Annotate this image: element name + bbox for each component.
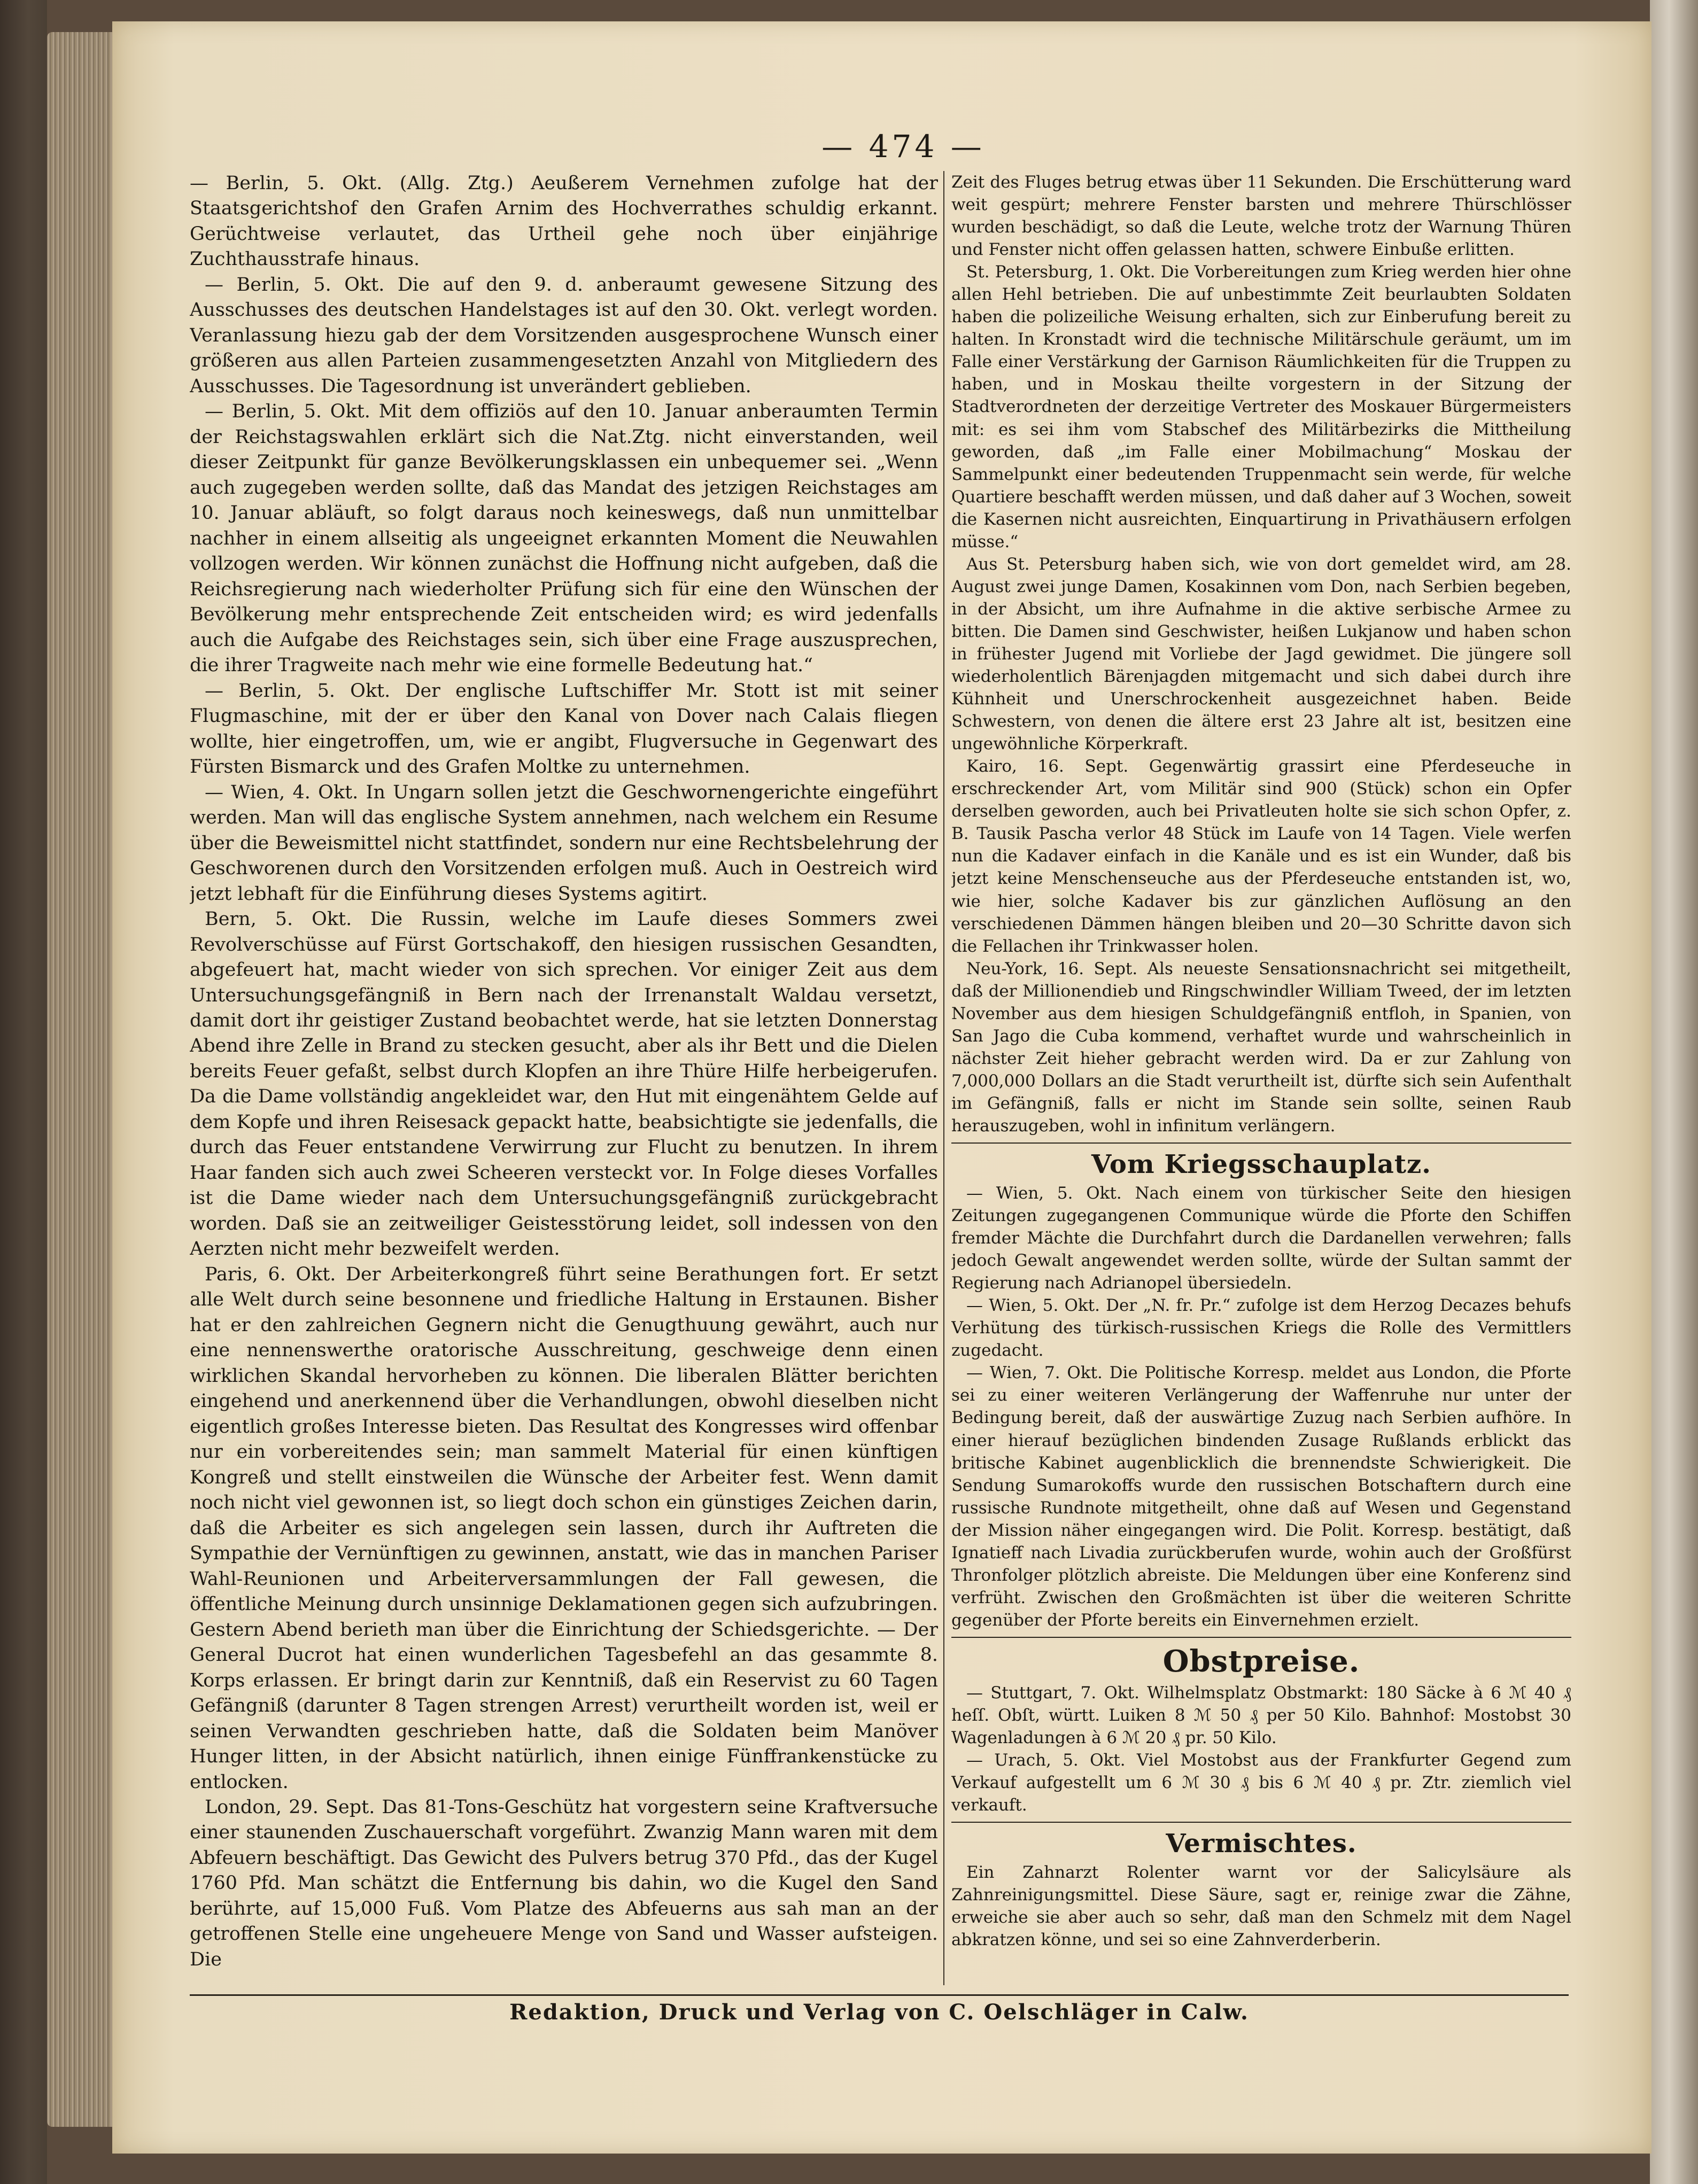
article: — Wien, 4. Okt. In Ungarn sollen jetzt die Geschwornengerichte eingeführt werden. Man will das englische System annehmen, nach welchem ein Resume über die Beweismittel nicht stattfindet, sondern nur eine Rechtsbelehrung der Geschworenen durch den Vorsitzenden erfolgen muß. Auch in Oestreich wird jetzt lebhaft für die Einführung dieses Systems agitirt. bbox=[190, 781, 938, 905]
article: — Berlin, 5. Okt. Die auf den 9. d. anberaumt gewesene Sitzung des Ausschusses des deutschen Handelstages ist auf den 30. Okt. verlegt worden. Veranlassung hiezu gab der dem Vorsitzenden ausgesprochene Wunsch einer größeren aus allen Parteien zusammengesetzten Anzahl von Mitgliedern des Ausschusses. Die Tagesordnung ist unverändert geblieben. bbox=[190, 274, 938, 397]
article: — Wien, 7. Okt. Die Politische Korresp. meldet aus London, die Pforte sei zu einer weiteren Verlängerung der Waffenruhe nur unter der Bedingung bereit, daß der auswärtige Zuzug nach Serbien aufhöre. In einer hierauf bezüglichen bindenden Zusage Rußlands erblickt das britische Kabinet augenblicklich die brennendste Schwierigkeit. Die Sendung Sumarokoffs wurde den russischen Botschaftern durch eine russische Rundnote mitgetheilt, ohne daß auf Wesen und Gegenstand der Mission näher eingegangen wird. Die Polit. Korresp. bestätigt, daß Ignatieff nach Livadia zurückberufen wurde, wohin auch der Großfürst Thronfolger plötzlich abreiste. Die Meldungen über eine Konferenz sind verfrüht. Zwischen den Großmächten ist über die weiteren Schritte gegenüber der Pforte bereits ein Einvernehmen erzielt. bbox=[951, 1363, 1571, 1630]
book-edge-shadow bbox=[0, 0, 47, 2184]
article: — Berlin, 5. Okt. Der englische Luftschiffer Mr. Stott ist mit seiner Flugmaschine, mit der er über den Kanal von Dover nach Calais fliegen wollte, hier eingetroffen, um, wie er angibt, Flugversuche in Gegenwart des Fürsten Bismarck und des Grafen Moltke zu unternehmen. bbox=[190, 680, 938, 778]
page-number: — 474 — bbox=[821, 128, 985, 165]
book-page-edges bbox=[47, 32, 117, 2127]
article: — Wien, 5. Okt. Nach einem von türkischer Seite den hiesigen Zeitungen zugegangenen Communique würde die Pforte den Schiffen fremder Mächte die Durchfahrt durch die Dardanellen verwehren; falls jedoch Gewalt angewendet werden sollte, würde der Sultan sammt der Regierung nach Adrianopel übersiedeln. bbox=[951, 1184, 1571, 1293]
article: — Berlin, 5. Okt. Mit dem offiziös auf den 10. Januar anberaumten Termin der Reichstagswahlen erklärt sich die Nat.Ztg. nicht einverstanden, weil dieser Zeitpunkt für ganze Bevölkerungsklassen ein unbequemer sei. „Wenn auch zugegeben werden sollte, daß das Mandat des jetzigen Reichstages am 10. Januar abläuft, so folgt daraus noch keineswegs, daß nun unmittelbar nachher in einem allseitig als ungeeignet erkannten Moment die Neuwahlen vollzogen werden. Wir können zunächst die Hoffnung nicht aufgeben, daß die Reichsregierung nach wiederholter Prüfung sich für eine den Wünschen der Bevölkerung mehr entsprechende Zeit entscheiden wird; es wird jedenfalls auch die Aufgabe des Reichstages sein, sich über eine Frage auszusprechen, die ihrer Tragweite nach mehr wie eine formelle Bedeutung hat.“ bbox=[190, 401, 938, 677]
article: — Urach, 5. Okt. Viel Mostobst aus der Frankfurter Gegend zum Verkauf aufgestellt um 6 ℳ 30 ₰ bis 6 ℳ 40 ₰ pr. Ztr. ziemlich viel verkauft. bbox=[951, 1751, 1571, 1815]
section-rule bbox=[951, 1822, 1571, 1823]
article: Zeit des Fluges betrug etwas über 11 Sekunden. Die Erschütterung ward weit gespürt; mehrere Fenster barsten und mehrere Thürschlösser wurden beschädigt, so daß die Leute, welche trotz der Warnung Thüren und Fenster nicht offen gelassen hatten, schwere Einbuße erlitten. bbox=[951, 173, 1571, 260]
article: Kairo, 16. Sept. Gegenwärtig grassirt eine Pferdeseuche in erschreckender Art, vom Militär sind 900 (Stück) schon ein Opfer derselben geworden, auch bei Privatleuten holte sie sich schon Opfer, z. B. Tausik Pascha verlor 48 Stück im Laufe von 14 Tagen. Viele werfen nun die Kadaver einfach in die Kanäle und es ist ein Wunder, daß bis jetzt keine Menschenseuche aus der Pferdeseuche entstanden ist, wo, wie hier, solche Kadaver bis zur gänzlichen Auflösung an den verschiedenen Dämmen hängen bleiben und 20—30 Schritte davon sich die Fellachen ihr Trinkwasser holen. bbox=[951, 757, 1571, 956]
article: — Stuttgart, 7. Okt. Wilhelmsplatz Obstmarkt: 180 Säcke à 6 ℳ 40 ₰ heſſ. Obſt, württ. Luiken 8 ℳ 50 ₰ per 50 Kilo. Bahnhof: Mostobst 30 Wagenladungen à 6 ℳ 20 ₰ pr. 50 Kilo. bbox=[951, 1683, 1571, 1748]
article: Neu-York, 16. Sept. Als neueste Sensationsnachricht sei mitgetheilt, daß der Millionendieb und Ringschwindler William Tweed, der im letzten November aus dem hiesigen Schuldgefängniß entfloh, in Spanien, von San Jago die Cuba kommend, verhaftet wurde und wahrscheinlich in nächster Zeit hieher gebracht werden wird. Da er zur Zahlung von 7,000,000 Dollars an die Stadt verurtheilt ist, dürfte sich sein Aufenthalt im Gefängniß, falls er nicht im Stande sein sollte, seinen Raub herauszugeben, wohl in infinitum verlängern. bbox=[951, 959, 1571, 1136]
right-column bbox=[951, 171, 1571, 1988]
section-rule bbox=[951, 1142, 1571, 1144]
section-heading-war: Vom Kriegsschauplatz. bbox=[1091, 1149, 1431, 1180]
article: Bern, 5. Okt. Die Russin, welche im Laufe dieses Sommers zwei Revolverschüsse auf Fürst Gortschakoff, den hiesigen russischen Gesandten, abgefeuert hat, macht wieder von sich sprechen. Vor einiger Zeit aus dem Untersuchungsgefängniß in Bern nach der Irrenanstalt Waldau versetzt, damit dort ihr geistiger Zustand beobachtet werde, hat sie letzten Donnerstag Abend ihre Zelle in Brand zu stecken gesucht, aber als ihr Bett und die Dielen bereits Feuer gefaßt, selbst durch Klopfen an ihre Thüre Hilfe herbeigerufen. Da die Dame vollständig angekleidet war, den Hut mit eingenähtem Gelde auf dem Kopfe und ihren Reisesack gepackt hatte, beabsichtigte sie jedenfalls, die durch das Feuer entstandene Verwirrung zur Flucht zu benutzen. In ihrem Haar fanden sich auch zwei Scheeren versteckt vor. In Folge dieses Vorfalles ist die Dame wieder nach dem Untersuchungsgefängniß zurückgebracht worden. Daß sie an zeitweiliger Geistesstörung leidet, soll indessen von den Aerzten nicht mehr bezweifelt werden. bbox=[190, 908, 938, 1260]
left-column bbox=[190, 171, 938, 1988]
imprint-footer: Redaktion, Druck und Verlag von C. Oelschläger in Calw. bbox=[509, 2000, 1249, 2025]
column-divider bbox=[943, 171, 944, 1985]
article: Aus St. Petersburg haben sich, wie von dort gemeldet wird, am 28. August zwei junge Damen, Kosakinnen vom Don, nach Serbien begeben, in der Absicht, um ihre Aufnahme in die aktive serbische Armee zu bitten. Die Damen sind Geschwister, heißen Lukjanow und haben schon in frühester Jugend mit Vorliebe der Jagd gewidmet. Die jüngere soll wiederholentlich Bärenjagden mitgemacht und sich dabei durch ihre Kühnheit und Unerschrockenheit ausgezeichnet haben. Beide Schwestern, von denen die ältere erst 23 Jahre alt ist, besitzen eine ungewöhnliche Körperkraft. bbox=[951, 554, 1571, 754]
article: Ein Zahnarzt Rolenter warnt vor der Salicylsäure als Zahnreinigungsmittel. Diese Säure, sagt er, reinige zwar die Zähne, erweiche sie aber auch so sehr, daß man den Schmelz mit dem Nagel abkratzen könne, und sei so eine Zahnverderberin. bbox=[951, 1863, 1571, 1950]
section-heading-fruit: Obstpreise. bbox=[1162, 1643, 1360, 1679]
article: London, 29. Sept. Das 81-Tons-Geschütz hat vorgestern seine Kraftversuche einer staunenden Zuschauerschaft vorgeführt. Zwanzig Mann waren mit dem Abfeuern beschäftigt. Das Gewicht des Pulvers betrug 370 Pfd., das der Kugel 1760 Pfd. Man schätzt die Entfernung bis dahin, wo die Kugel den Sand berührte, auf 15,000 Fuß. Vom Platze des Abfeuerns aus sah man an der getroffenen Stelle eine ungeheuere Menge von Sand und Wasser aufsteigen. Die bbox=[190, 1797, 938, 1970]
article: Paris, 6. Okt. Der Arbeiterkongreß führt seine Berathungen fort. Er setzt alle Welt durch seine besonnene und friedliche Haltung in Erstaunen. Bisher hat er den zahlreichen Gegnern nicht die Genugthuung gewährt, auch nur eine nennenswerthe oratorische Ausschreitung, geschweige denn einen wirklichen Skandal hervorheben zu können. Die liberalen Blätter berichten eingehend und anerkennend über die Verhandlungen, obwohl dieselben nicht eigentlich großes Interesse bieten. Das Resultat des Kongresses wird offenbar nur ein vorbereitendes sein; man sammelt Material für einen künftigen Kongreß und stellt einstweilen die Wünsche der Arbeiter fest. Wenn damit noch nicht viel gewonnen ist, so liegt doch schon ein günstiges Zeichen darin, daß die Arbeiter es sich angelegen sein lassen, durch ihr Auftreten die Sympathie der Vernünftigen zu gewinnen, anstatt, wie das in manchen Pariser Wahl-Reunionen und Arbeiterversammlungen der Fall gewesen, die öffentliche Meinung durch unsinnige Deklamationen gegen sich aufzubringen. Gestern Abend berieth man über die Einrichtung der Schiedsgerichte. — Der General Ducrot hat einen wunderlichen Tagesbefehl an das gesammte 8. Korps erlassen. Er bringt darin zur Kenntniß, daß ein Reservist zu 60 Tagen Gefängniß (darunter 8 Tagen strengen Arrest) verurtheilt worden ist, weil er seinen Verwandten geschrieben hatte, daß die Soldaten beim Manöver Hunger litten, in der Absicht natürlich, ihnen einige Fünffrankenstücke zu entlocken. bbox=[190, 1263, 938, 1793]
section-rule bbox=[951, 1637, 1571, 1638]
book-binding bbox=[1650, 0, 1698, 2184]
footer-rule bbox=[190, 1994, 1569, 1996]
article: — Wien, 5. Okt. Der „N. fr. Pr.“ zufolge ist dem Herzog Decazes behufs Verhütung des türkisch-russischen Kriegs die Rolle des Vermittlers zugedacht. bbox=[951, 1296, 1571, 1361]
section-heading-misc: Vermischtes. bbox=[1166, 1829, 1357, 1859]
article: — Berlin, 5. Okt. (Allg. Ztg.) Aeußerem Vernehmen zufolge hat der Staatsgerichtshof den Grafen Arnim des Hochverrathes schuldig erkannt. Gerüchtweise verlautet, das Urtheil gehe noch über einjährige Zuchthausstrafe hinaus. bbox=[190, 173, 938, 270]
article: St. Petersburg, 1. Okt. Die Vorbereitungen zum Krieg werden hier ohne allen Hehl betrieben. Die auf unbestimmte Zeit beurlaubten Soldaten haben die polizeiliche Weisung erhalten, sich zur Einberufung bereit zu halten. In Kronstadt wird die technische Militärschule geräumt, um im Falle einer Verstärkung der Garnison Räumlichkeiten für die Truppen zu haben, und in Moskau theilte vorgestern in der Sitzung der Stadtverordneten der derzeitige Vertreter des Moskauer Bürgermeisters mit: es sei ihm vom Stabschef des Militärbezirks die Mittheilung geworden, daß „im Falle einer Mobilmachung“ Moskau der Sammelpunkt einer bedeutenden Truppenmacht sein werde, für welche Quartiere beschafft werden müssen, und daß daher auf 3 Wochen, soweit die Kasernen nicht ausreichten, Einquartirung in Privathäusern erfolgen müsse.“ bbox=[951, 262, 1571, 551]
